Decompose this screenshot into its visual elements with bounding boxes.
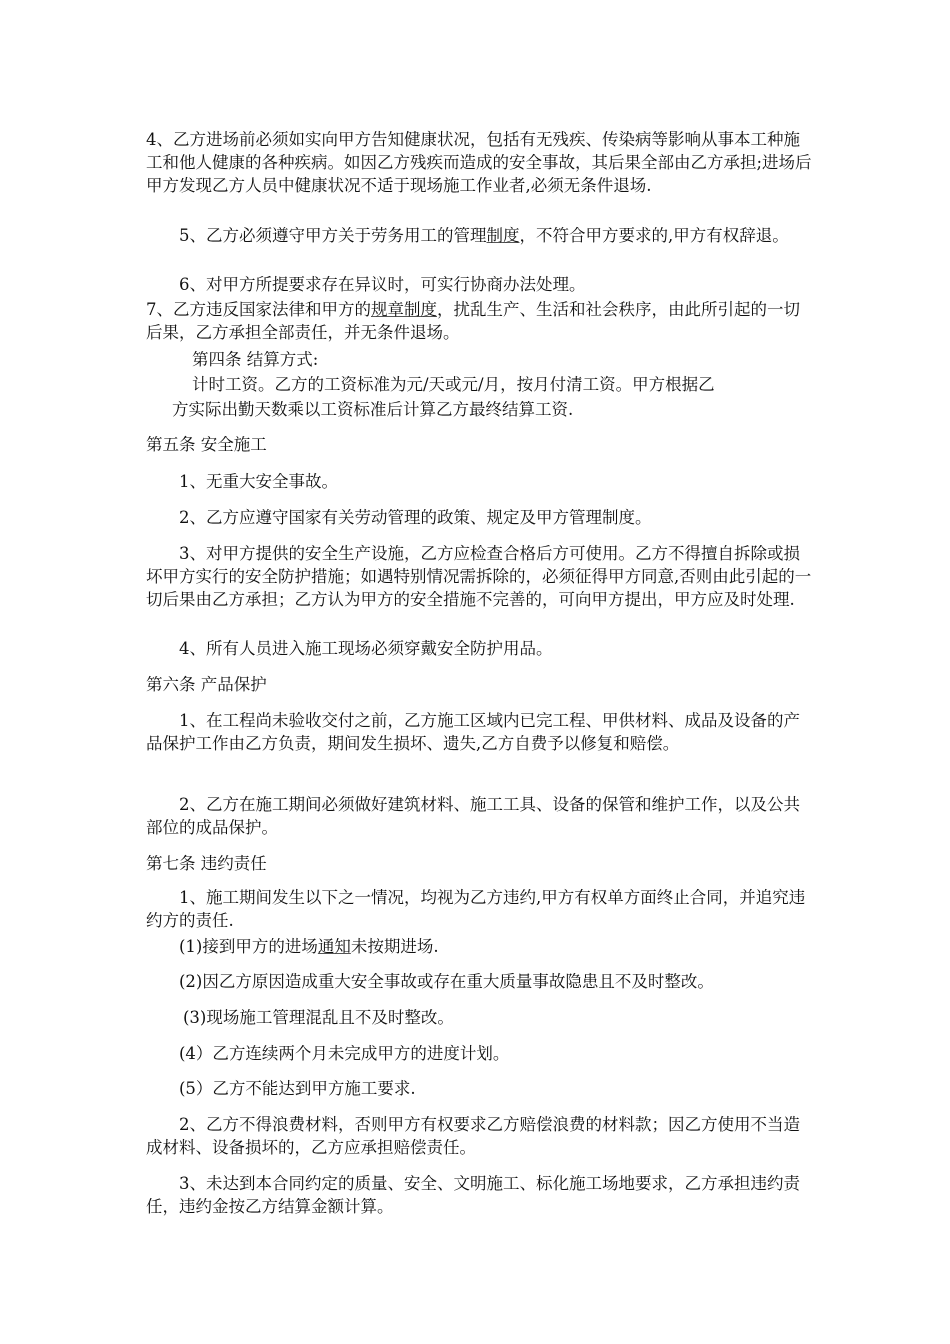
- text: 5、乙方必须遵守甲方关于劳务用工的管理: [179, 226, 487, 245]
- clause-7-sub-3: (3)现场施工管理混乱且不及时整改。: [183, 1008, 454, 1027]
- text: 7、乙方违反国家法律和甲方的: [146, 300, 371, 319]
- text: ，扰乱生产、生活和社会秩序，由此所引起的一切后果，乙方承担全部责任，并无条件退场。: [146, 300, 800, 342]
- clause-4-text-b: 方实际出勤天数乘以工资标准后计算乙方最终结算工资.: [172, 400, 574, 419]
- text: 未按期进场.: [350, 937, 439, 956]
- clause-7-sub-5: (5）乙方不能达到甲方施工要求.: [179, 1079, 416, 1098]
- clause-4-heading: 第四条 结算方式:: [192, 350, 319, 369]
- link-regulations[interactable]: 规章制度: [371, 300, 437, 319]
- clause-4-text-a: 计时工资。乙方的工资标准为元/天或元/月，按月付清工资。甲方根据乙: [192, 375, 715, 394]
- clause-6-item-1: 1、在工程尚未验收交付之前，乙方施工区域内已完工程、甲供材料、成品及设备的产品保护工作由乙方负责，期间发生损坏、遗失,乙方自费予以修复和赔偿。: [146, 711, 800, 753]
- link-system[interactable]: 制度: [486, 226, 520, 245]
- text: ，不符合甲方要求的,甲方有权辞退。: [519, 226, 789, 245]
- clause-6-heading: 第六条 产品保护: [146, 675, 267, 694]
- clause-3-item-5: [146, 224, 814, 247]
- clause-7-item-3: 3、未达到本合同约定的质量、安全、文明施工、标化施工场地要求，乙方承担违约责任，违约金按乙方结算金额计算。: [146, 1174, 800, 1216]
- clause-7-sub-1: [179, 935, 812, 958]
- clause-7-item-2: 2、乙方不得浪费材料，否则甲方有权要求乙方赔偿浪费的材料款；因乙方使用不当造成材料、设备损坏的，乙方应承担赔偿责任。: [146, 1115, 800, 1157]
- clause-5-item-3: 3、对甲方提供的安全生产设施，乙方应检查合格后方可使用。乙方不得擅自拆除或损坏甲方实行的安全防护措施；如遇特别情况需拆除的，必须征得甲方同意,否则由此引起的一切后果由乙方承担；乙方认为甲方的安全措施不完善的，可向甲方提出，甲方应及时处理.: [146, 544, 812, 609]
- clause-7-sub-4: (4）乙方连续两个月未完成甲方的进度计划。: [179, 1044, 510, 1063]
- clause-3-item-6: 6、对甲方所提要求存在异议时，可实行协商办法处理。: [179, 275, 586, 294]
- clause-3-item-7: [146, 298, 814, 344]
- text: (1)接到甲方的进场: [179, 937, 318, 956]
- link-notice[interactable]: 通知: [317, 937, 351, 956]
- clause-3-item-4: 4、乙方进场前必须如实向甲方告知健康状况，包括有无残疾、传染病等影响从事本工种施工和他人健康的各种疾病。如因乙方残疾而造成的安全事故，其后果全部由乙方承担;进场后甲方发现乙方人员中健康状况不适于现场施工作业者,必须无条件退场.: [146, 130, 812, 195]
- clause-7-heading: 第七条 违约责任: [146, 854, 267, 873]
- clause-5-item-2: 2、乙方应遵守国家有关劳动管理的政策、规定及甲方管理制度。: [179, 508, 652, 527]
- clause-6-item-2: 2、乙方在施工期间必须做好建筑材料、施工工具、设备的保管和维护工作，以及公共部位的成品保护。: [146, 795, 800, 837]
- clause-5-item-1: 1、无重大安全事故。: [179, 472, 338, 491]
- clause-7-sub-2: (2)因乙方原因造成重大安全事故或存在重大质量事故隐患且不及时整改。: [179, 972, 714, 991]
- clause-5-item-4: 4、所有人员进入施工现场必须穿戴安全防护用品。: [179, 639, 553, 658]
- clause-5-heading: 第五条 安全施工: [146, 435, 267, 454]
- clause-7-item-1: 1、施工期间发生以下之一情况，均视为乙方违约,甲方有权单方面终止合同，并追究违约方的责任.: [146, 888, 806, 930]
